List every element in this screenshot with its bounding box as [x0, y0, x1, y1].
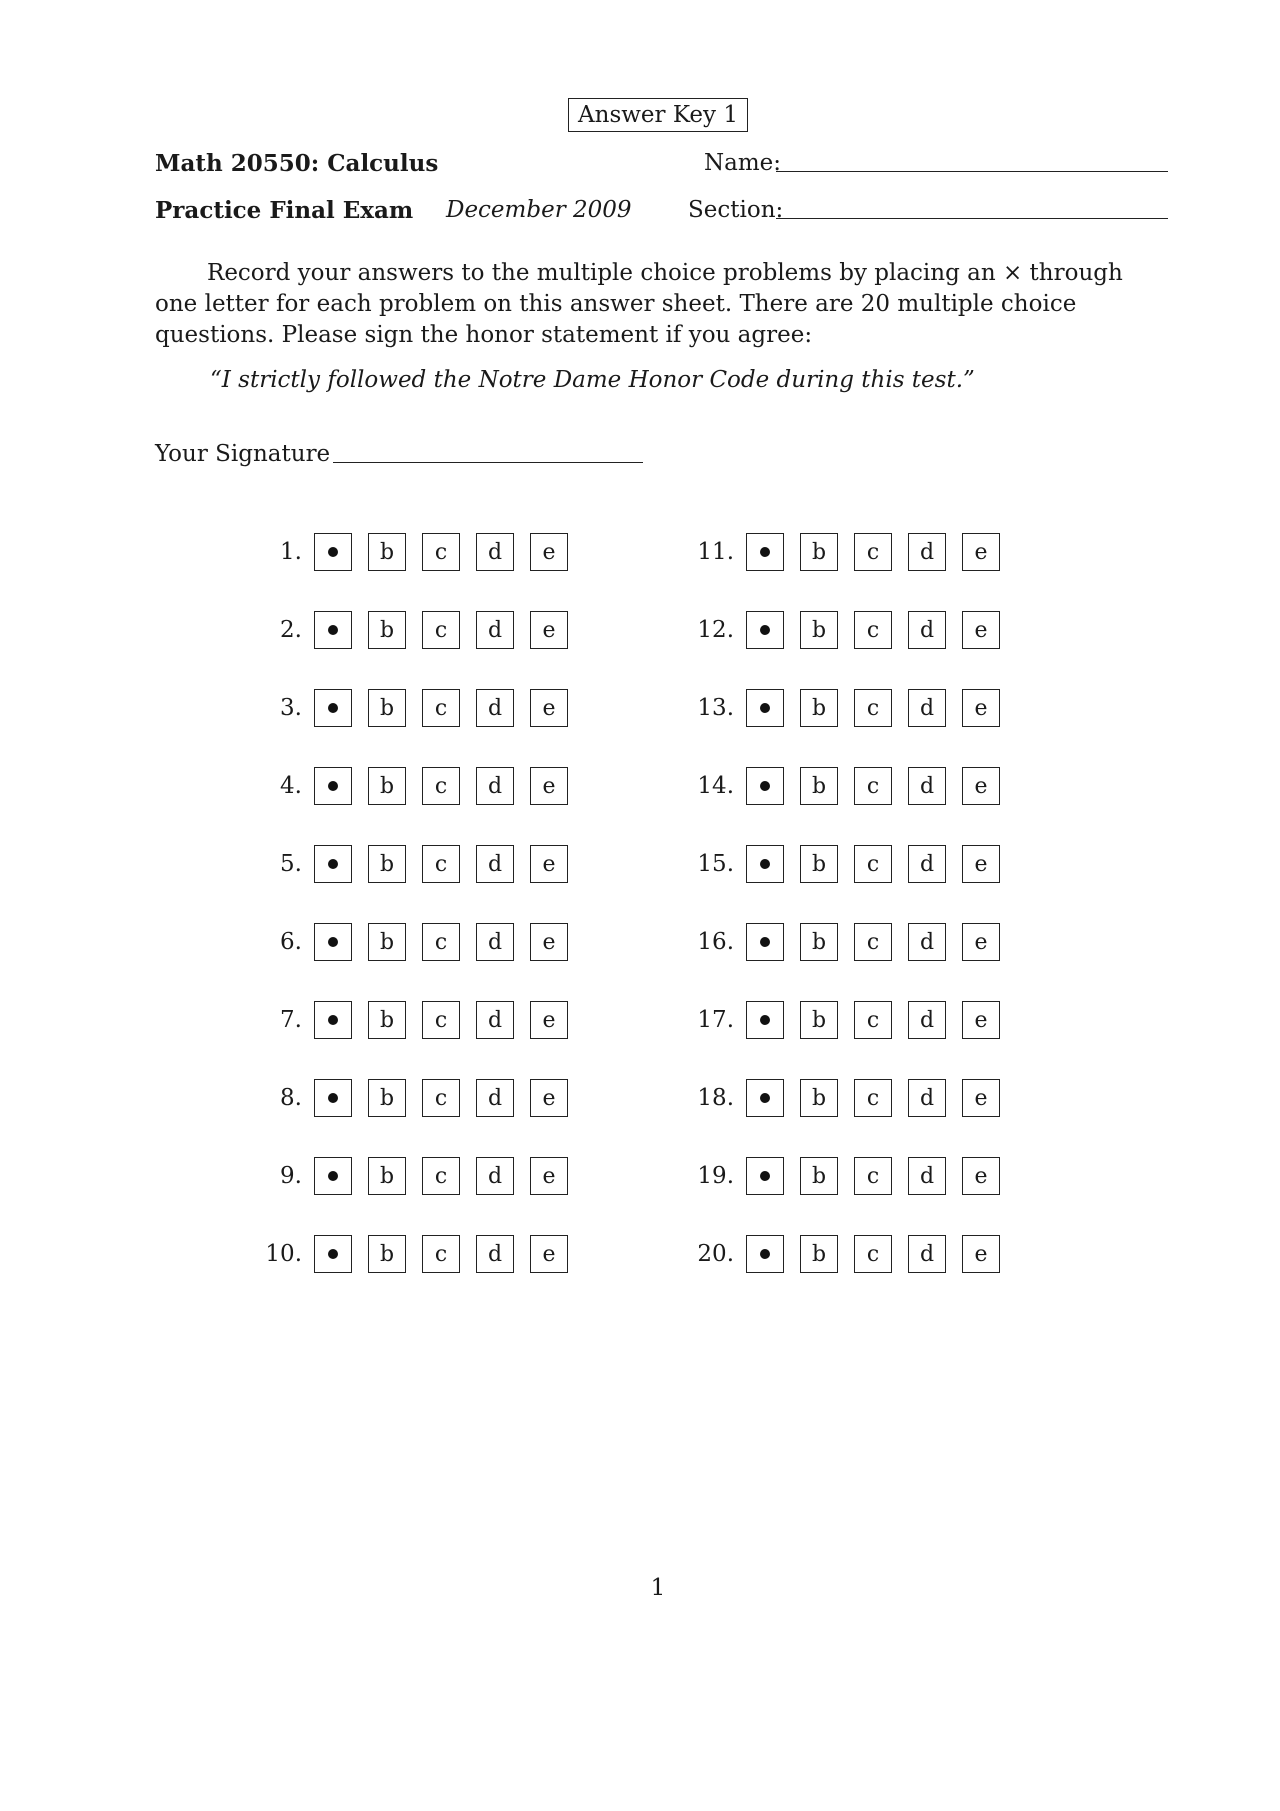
choice-letter: d — [487, 695, 503, 721]
choice-letter: b — [811, 539, 827, 565]
choice-letter: b — [379, 617, 395, 643]
question-number: 17. — [697, 1007, 734, 1033]
question-number: 2. — [280, 617, 302, 643]
choice-letter: c — [434, 929, 448, 955]
choice-box-c[interactable] — [854, 845, 892, 883]
choice-letter: c — [434, 1241, 448, 1267]
choice-box-marked[interactable] — [746, 767, 784, 805]
choice-box-marked[interactable] — [314, 1001, 352, 1039]
choice-letter: c — [866, 617, 880, 643]
choice-box-b[interactable] — [800, 923, 838, 961]
answer-row — [672, 689, 1016, 727]
filled-dot-icon — [328, 547, 338, 557]
answer-row — [672, 923, 1016, 961]
choice-letter: b — [811, 1241, 827, 1267]
answer-row — [672, 1001, 1016, 1039]
choice-box-marked[interactable] — [746, 845, 784, 883]
choice-letter: d — [919, 1163, 935, 1189]
question-number: 9. — [280, 1163, 302, 1189]
choice-letter: e — [974, 929, 988, 955]
filled-dot-icon — [760, 703, 770, 713]
filled-dot-icon — [760, 1249, 770, 1259]
choice-letter: d — [487, 1163, 503, 1189]
section-field[interactable] — [776, 218, 1168, 219]
answer-row — [240, 1157, 584, 1195]
choice-box-b[interactable] — [368, 611, 406, 649]
choice-letter: e — [974, 539, 988, 565]
filled-dot-icon — [328, 1249, 338, 1259]
choice-letter: d — [919, 539, 935, 565]
choice-box-b[interactable] — [368, 845, 406, 883]
name-label: Name: — [704, 150, 782, 176]
choice-letter: b — [379, 929, 395, 955]
choice-box-d[interactable] — [476, 611, 514, 649]
choice-letter: e — [974, 695, 988, 721]
choice-box-c[interactable] — [854, 611, 892, 649]
choice-box-d[interactable] — [908, 533, 946, 571]
question-number: 19. — [697, 1163, 734, 1189]
course-title: Math 20550: Calculus — [155, 150, 439, 177]
choice-letter: d — [919, 695, 935, 721]
choice-letter: c — [866, 773, 880, 799]
choice-box-marked[interactable] — [314, 611, 352, 649]
choice-box-c[interactable] — [422, 689, 460, 727]
choice-letter: e — [542, 929, 556, 955]
choice-box-e[interactable] — [530, 767, 568, 805]
filled-dot-icon — [328, 1015, 338, 1025]
choice-letter: e — [542, 1007, 556, 1033]
choice-box-e[interactable] — [962, 1079, 1000, 1117]
choice-box-d[interactable] — [908, 1157, 946, 1195]
filled-dot-icon — [760, 547, 770, 557]
choice-box-e[interactable] — [962, 923, 1000, 961]
choice-letter: c — [434, 617, 448, 643]
signature-field[interactable] — [333, 462, 643, 463]
question-number: 7. — [280, 1007, 302, 1033]
choice-box-b[interactable] — [800, 689, 838, 727]
choice-letter: b — [379, 773, 395, 799]
choice-letter: e — [542, 539, 556, 565]
choice-letter: e — [542, 1085, 556, 1111]
choice-letter: e — [974, 617, 988, 643]
choice-letter: d — [919, 1085, 935, 1111]
choice-box-b[interactable] — [800, 533, 838, 571]
question-number: 13. — [697, 695, 734, 721]
choice-box-e[interactable] — [962, 767, 1000, 805]
filled-dot-icon — [328, 625, 338, 635]
choice-box-c[interactable] — [854, 767, 892, 805]
choice-box-c[interactable] — [854, 1157, 892, 1195]
choice-letter: c — [866, 1163, 880, 1189]
choice-letter: c — [866, 1085, 880, 1111]
question-number: 1. — [280, 539, 302, 565]
choice-box-d[interactable] — [908, 845, 946, 883]
question-number: 3. — [280, 695, 302, 721]
choice-letter: d — [487, 1007, 503, 1033]
choice-box-marked[interactable] — [746, 1235, 784, 1273]
choice-letter: e — [542, 695, 556, 721]
choice-box-c[interactable] — [854, 1235, 892, 1273]
filled-dot-icon — [760, 859, 770, 869]
instructions-text: Record your answers to the multiple choice problems by placing an × through one letter for each problem on this answer sheet. There are 20 multiple choice questions. Please sign the honor statement if you agree: — [155, 260, 1123, 348]
choice-box-d[interactable] — [476, 845, 514, 883]
filled-dot-icon — [760, 937, 770, 947]
choice-box-marked[interactable] — [314, 1235, 352, 1273]
choice-letter: c — [434, 1163, 448, 1189]
choice-letter: e — [542, 773, 556, 799]
choice-letter: c — [434, 539, 448, 565]
choice-box-d[interactable] — [908, 1001, 946, 1039]
question-number: 11. — [697, 539, 734, 565]
choice-box-b[interactable] — [368, 689, 406, 727]
choice-box-marked[interactable] — [314, 923, 352, 961]
choice-letter: d — [487, 773, 503, 799]
question-number: 6. — [280, 929, 302, 955]
choice-box-b[interactable] — [368, 533, 406, 571]
choice-box-b[interactable] — [368, 1157, 406, 1195]
choice-letter: c — [434, 1007, 448, 1033]
choice-letter: b — [811, 1007, 827, 1033]
choice-box-c[interactable] — [422, 1157, 460, 1195]
choice-letter: c — [434, 851, 448, 877]
question-number: 15. — [697, 851, 734, 877]
choice-box-c[interactable] — [854, 923, 892, 961]
choice-letter: b — [379, 695, 395, 721]
choice-box-e[interactable] — [530, 923, 568, 961]
choice-letter: b — [379, 1241, 395, 1267]
choice-letter: b — [811, 695, 827, 721]
choice-box-d[interactable] — [476, 1157, 514, 1195]
honor-statement: “I strictly followed the Notre Dame Honor Code during this test.” — [210, 367, 975, 393]
choice-box-c[interactable] — [422, 1079, 460, 1117]
choice-box-d[interactable] — [908, 1235, 946, 1273]
choice-letter: c — [434, 1085, 448, 1111]
choice-letter: c — [866, 1007, 880, 1033]
filled-dot-icon — [328, 937, 338, 947]
choice-box-b[interactable] — [800, 767, 838, 805]
filled-dot-icon — [760, 625, 770, 635]
filled-dot-icon — [328, 1171, 338, 1181]
answer-row — [240, 1235, 584, 1273]
choice-box-b[interactable] — [800, 1001, 838, 1039]
choice-box-c[interactable] — [422, 1235, 460, 1273]
choice-box-marked[interactable] — [746, 533, 784, 571]
choice-letter: b — [811, 851, 827, 877]
exam-title: Practice Final Exam — [155, 197, 414, 224]
choice-box-e[interactable] — [530, 689, 568, 727]
choice-box-e[interactable] — [962, 611, 1000, 649]
choice-letter: d — [919, 617, 935, 643]
choice-box-b[interactable] — [368, 767, 406, 805]
choice-letter: d — [919, 851, 935, 877]
choice-box-marked[interactable] — [746, 923, 784, 961]
question-number: 16. — [697, 929, 734, 955]
choice-box-c[interactable] — [854, 1001, 892, 1039]
choice-box-marked[interactable] — [746, 1079, 784, 1117]
answer-row — [240, 689, 584, 727]
question-number: 10. — [265, 1241, 302, 1267]
choice-letter: b — [379, 1085, 395, 1111]
answer-row — [240, 1001, 584, 1039]
choice-box-c[interactable] — [854, 1079, 892, 1117]
choice-letter: d — [919, 929, 935, 955]
filled-dot-icon — [328, 703, 338, 713]
choice-letter: e — [974, 1241, 988, 1267]
choice-letter: b — [811, 773, 827, 799]
choice-letter: b — [379, 1163, 395, 1189]
choice-box-d[interactable] — [476, 923, 514, 961]
choice-box-e[interactable] — [962, 1001, 1000, 1039]
choice-letter: e — [542, 617, 556, 643]
choice-box-b[interactable] — [800, 1157, 838, 1195]
filled-dot-icon — [328, 859, 338, 869]
page-number: 1 — [650, 1575, 666, 1601]
exam-date: December 2009 — [446, 197, 632, 223]
choice-letter: d — [487, 851, 503, 877]
choice-box-e[interactable] — [962, 689, 1000, 727]
choice-letter: b — [379, 851, 395, 877]
choice-letter: d — [487, 617, 503, 643]
choice-box-marked[interactable] — [314, 533, 352, 571]
choice-box-c[interactable] — [422, 923, 460, 961]
choice-letter: e — [974, 1163, 988, 1189]
choice-box-c[interactable] — [422, 1001, 460, 1039]
choice-box-marked[interactable] — [746, 1001, 784, 1039]
filled-dot-icon — [328, 1093, 338, 1103]
question-number: 4. — [280, 773, 302, 799]
choice-box-d[interactable] — [476, 1235, 514, 1273]
choice-box-d[interactable] — [476, 1001, 514, 1039]
choice-letter: e — [542, 851, 556, 877]
choice-box-b[interactable] — [368, 1235, 406, 1273]
choice-letter: e — [974, 851, 988, 877]
choice-letter: c — [434, 773, 448, 799]
question-number: 5. — [280, 851, 302, 877]
choice-box-e[interactable] — [530, 611, 568, 649]
choice-letter: b — [811, 929, 827, 955]
answer-row — [672, 1157, 1016, 1195]
choice-box-e[interactable] — [530, 1079, 568, 1117]
choice-box-b[interactable] — [800, 611, 838, 649]
answer-row — [672, 611, 1016, 649]
choice-box-e[interactable] — [530, 1157, 568, 1195]
choice-letter: c — [866, 929, 880, 955]
filled-dot-icon — [760, 1093, 770, 1103]
choice-box-c[interactable] — [854, 689, 892, 727]
answer-key-label: Answer Key 1 — [568, 98, 748, 132]
choice-letter: d — [487, 929, 503, 955]
choice-letter: e — [542, 1241, 556, 1267]
choice-box-marked[interactable] — [314, 1157, 352, 1195]
answer-row — [672, 533, 1016, 571]
question-number: 8. — [280, 1085, 302, 1111]
choice-box-marked[interactable] — [314, 845, 352, 883]
choice-box-c[interactable] — [422, 611, 460, 649]
filled-dot-icon — [328, 781, 338, 791]
question-number: 14. — [697, 773, 734, 799]
choice-letter: c — [434, 695, 448, 721]
choice-box-b[interactable] — [800, 845, 838, 883]
answer-row — [672, 1235, 1016, 1273]
choice-letter: d — [487, 1085, 503, 1111]
answer-row — [240, 533, 584, 571]
answer-row — [240, 767, 584, 805]
choice-letter: d — [487, 1241, 503, 1267]
question-number: 12. — [697, 617, 734, 643]
choice-letter: b — [811, 617, 827, 643]
choice-box-d[interactable] — [476, 767, 514, 805]
choice-letter: e — [974, 1085, 988, 1111]
choice-box-c[interactable] — [422, 845, 460, 883]
choice-box-d[interactable] — [476, 533, 514, 571]
choice-letter: d — [919, 1241, 935, 1267]
choice-letter: b — [811, 1163, 827, 1189]
choice-letter: e — [974, 1007, 988, 1033]
choice-letter: e — [974, 773, 988, 799]
choice-box-c[interactable] — [854, 533, 892, 571]
answer-row — [240, 923, 584, 961]
choice-box-e[interactable] — [530, 1235, 568, 1273]
choice-box-e[interactable] — [962, 533, 1000, 571]
choice-letter: d — [487, 539, 503, 565]
answer-row — [672, 845, 1016, 883]
choice-box-d[interactable] — [908, 611, 946, 649]
choice-box-e[interactable] — [962, 1157, 1000, 1195]
choice-box-marked[interactable] — [314, 1079, 352, 1117]
choice-box-d[interactable] — [908, 689, 946, 727]
choice-letter: c — [866, 539, 880, 565]
choice-letter: c — [866, 851, 880, 877]
choice-box-d[interactable] — [476, 1079, 514, 1117]
answer-row — [672, 1079, 1016, 1117]
choice-letter: d — [919, 773, 935, 799]
choice-box-marked[interactable] — [746, 611, 784, 649]
question-number: 20. — [697, 1241, 734, 1267]
choice-box-b[interactable] — [368, 1001, 406, 1039]
choice-box-b[interactable] — [368, 1079, 406, 1117]
filled-dot-icon — [760, 1171, 770, 1181]
answer-row — [240, 611, 584, 649]
name-field[interactable] — [776, 171, 1168, 172]
choice-box-d[interactable] — [908, 1079, 946, 1117]
choice-letter: e — [542, 1163, 556, 1189]
choice-box-b[interactable] — [800, 1235, 838, 1273]
choice-box-e[interactable] — [962, 1235, 1000, 1273]
filled-dot-icon — [760, 1015, 770, 1025]
choice-letter: b — [379, 1007, 395, 1033]
choice-box-b[interactable] — [800, 1079, 838, 1117]
signature-label: Your Signature — [155, 441, 331, 467]
choice-letter: d — [919, 1007, 935, 1033]
choice-letter: b — [379, 539, 395, 565]
choice-box-marked[interactable] — [314, 689, 352, 727]
choice-box-b[interactable] — [368, 923, 406, 961]
answer-row — [240, 845, 584, 883]
choice-box-d[interactable] — [908, 767, 946, 805]
filled-dot-icon — [760, 781, 770, 791]
choice-letter: c — [866, 695, 880, 721]
choice-box-e[interactable] — [962, 845, 1000, 883]
choice-box-e[interactable] — [530, 533, 568, 571]
choice-box-marked[interactable] — [314, 767, 352, 805]
answer-row — [240, 1079, 584, 1117]
choice-box-d[interactable] — [476, 689, 514, 727]
section-label: Section: — [688, 197, 784, 223]
choice-letter: b — [811, 1085, 827, 1111]
answer-row — [672, 767, 1016, 805]
choice-box-d[interactable] — [908, 923, 946, 961]
choice-box-marked[interactable] — [746, 689, 784, 727]
choice-box-e[interactable] — [530, 845, 568, 883]
choice-box-c[interactable] — [422, 533, 460, 571]
choice-box-e[interactable] — [530, 1001, 568, 1039]
question-number: 18. — [697, 1085, 734, 1111]
choice-letter: c — [866, 1241, 880, 1267]
choice-box-c[interactable] — [422, 767, 460, 805]
choice-box-marked[interactable] — [746, 1157, 784, 1195]
